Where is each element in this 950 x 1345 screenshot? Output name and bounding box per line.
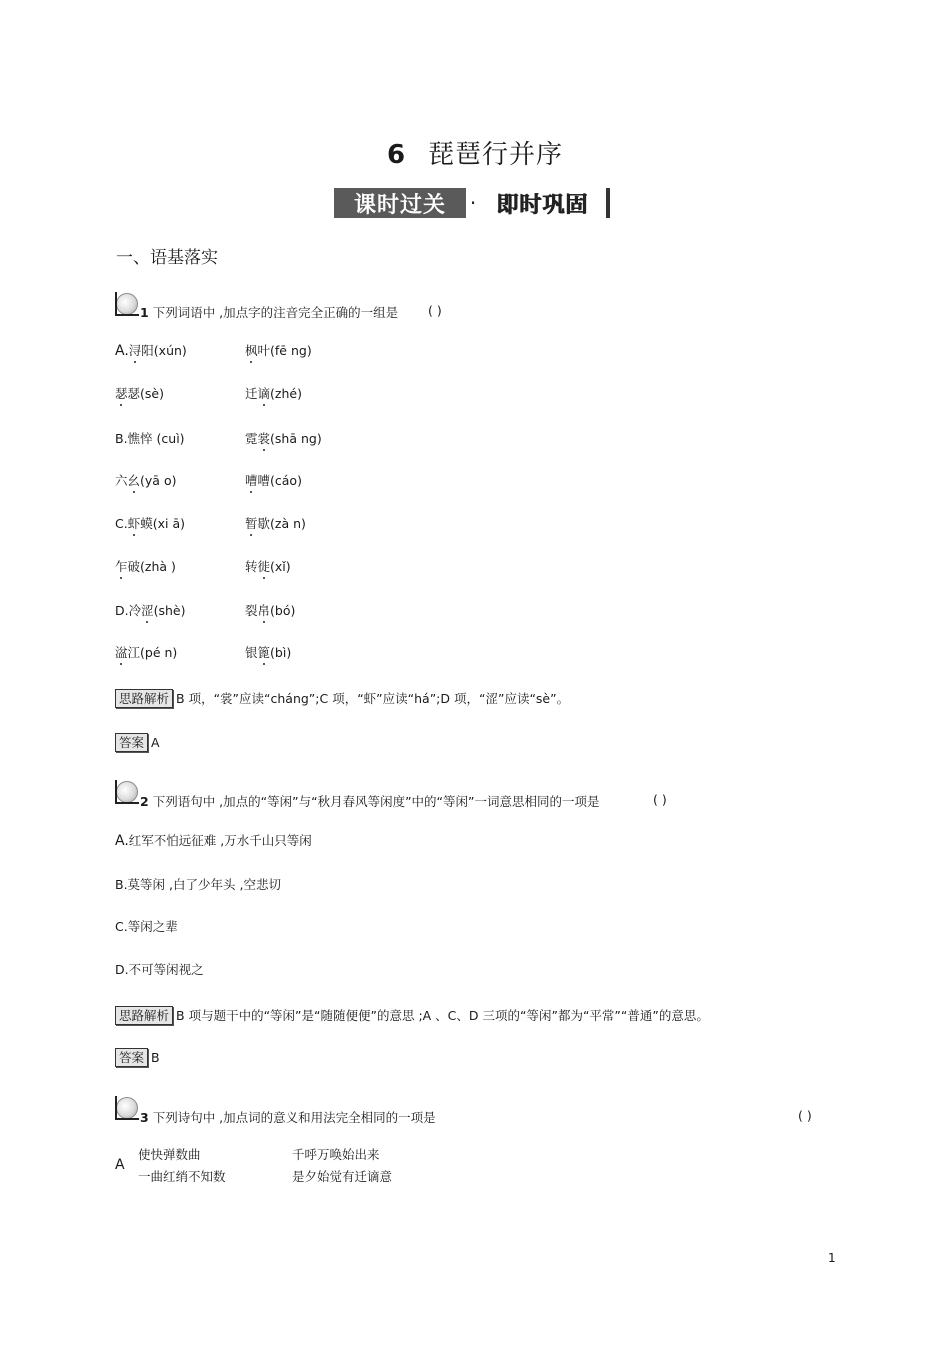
q3-option-a-letter: A [115, 1157, 125, 1173]
section-heading: 一、语基落实 [116, 248, 218, 268]
page-title [0, 134, 950, 171]
question-icon [115, 1096, 139, 1118]
banner-bar [606, 188, 610, 218]
q1-option-b-item3: 六幺(yā o) [115, 473, 177, 488]
q1-answer: 答案 A [115, 733, 160, 752]
q2-stem: 2 下列语句中 ,加点的“等闲”与“秋月春风等闲度”中的“等闲”一词意思相同的一项是 [140, 794, 600, 809]
banner-dot: · [469, 191, 477, 215]
q1-option-b-item2: 霓裳(shā ng) [245, 431, 322, 446]
q3-a-left-line1: 使快弹数曲 [138, 1147, 201, 1162]
question-icon [115, 292, 139, 314]
q1-option-d-item4: 银篦(bì) [245, 645, 292, 660]
q1-analysis: 思路解析 B 项，“裳”应读“cháng”;C 项，“虾”应读“há”;D 项，“涩”应读“sè”。 [115, 689, 569, 708]
q2-answer: 答案 B [115, 1048, 160, 1067]
page-number: 1 [828, 1251, 836, 1265]
q2-option-c: C.等闲之辈 [115, 919, 178, 934]
q3-a-left-line2: 一曲红绡不知数 [138, 1169, 226, 1184]
banner-right: 即时巩固 [480, 188, 604, 218]
q3-a-right-line2: 是夕始觉有迁谪意 [292, 1169, 393, 1184]
answer-tag: 答案 [115, 1048, 148, 1067]
q2-analysis: 思路解析 B 项与题干中的“等闲”是“随随便便”的意思 ;A 、C、D 三项的“等闲”都为“平常”“普通”的意思。 [115, 1006, 709, 1025]
banner-left: 课时过关 [334, 188, 466, 218]
section-banner [334, 188, 612, 218]
analysis-tag: 思路解析 [115, 689, 173, 708]
q2-option-d: D.不可等闲视之 [115, 962, 204, 977]
q1-answer-paren: ( ) [428, 303, 442, 318]
q1-option-b-item4: 嘈嘈(cáo) [245, 473, 302, 488]
q3-option-a-right [292, 1144, 392, 1188]
q1-stem: 1 下列词语中 ,加点字的注音完全正确的一组是 [140, 305, 399, 320]
q1-option-a-item4: 迁谪(zhé) [245, 386, 302, 401]
answer-tag: 答案 [115, 733, 148, 752]
q3-option-a-left [138, 1144, 226, 1188]
question-icon [115, 780, 139, 802]
q1-option-d-item1: D.冷涩(shè) [115, 603, 186, 618]
q2-answer-paren: ( ) [653, 792, 667, 807]
analysis-tag: 思路解析 [115, 1006, 173, 1025]
q3-stem: 3 下列诗句中 ,加点词的意义和用法完全相同的一项是 [140, 1110, 436, 1125]
q1-option-c-item1: C.虾蟆(xi ā) [115, 516, 185, 531]
q1-option-b-item1: B.憔悴 (cuì) [115, 431, 185, 446]
q3-a-right-line1: 千呼万唤始出来 [292, 1147, 380, 1162]
q1-option-c-item4: 转徙(xǐ) [245, 559, 291, 574]
q1-option-d-item2: 裂帛(bó) [245, 603, 296, 618]
q1-option-c-item2: 暂歇(zà n) [245, 516, 306, 531]
q1-option-d-item3: 湓江(pé n) [115, 645, 178, 660]
q1-option-a-item2: 枫叶(fē ng) [245, 343, 312, 358]
q3-answer-paren: ( ) [798, 1108, 812, 1123]
q2-option-a: A.红军不怕远征难 ,万水千山只等闲 [115, 833, 312, 849]
lesson-title: 琵琶行并序 [428, 140, 564, 170]
q2-option-b: B.莫等闲 ,白了少年头 ,空悲切 [115, 877, 281, 892]
q1-option-a-item3: 瑟瑟(sè) [115, 386, 164, 401]
lesson-number: 6 [386, 140, 407, 170]
q1-option-c-item3: 乍破(zhà ) [115, 559, 176, 574]
q1-option-a-item1: A.浔阳(xún) [115, 343, 187, 359]
